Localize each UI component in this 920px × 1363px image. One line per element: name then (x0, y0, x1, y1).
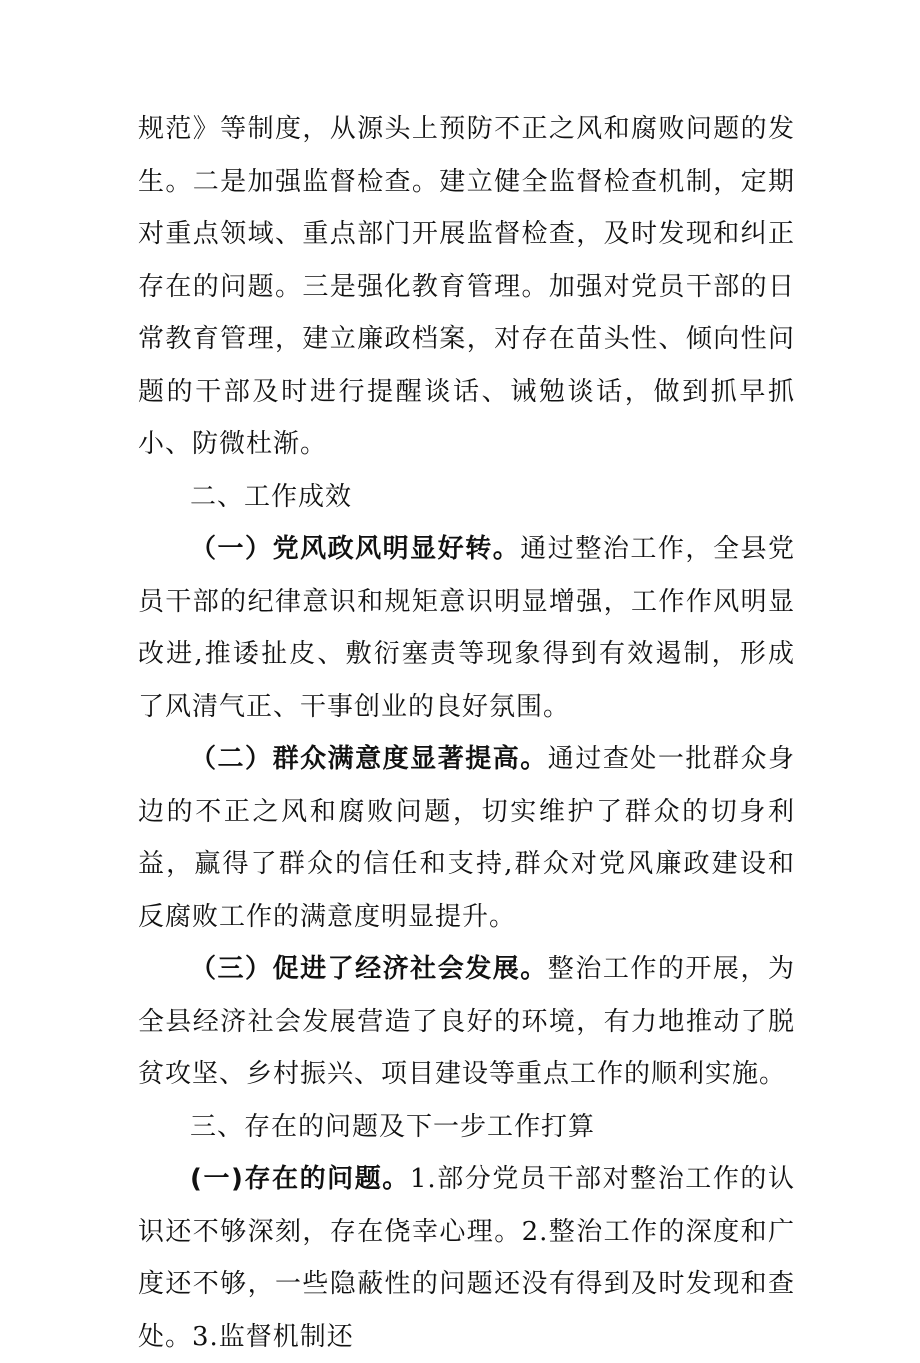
section-heading-problems: 三、存在的问题及下一步工作打算 (190, 1111, 596, 1142)
item-body: 整治工作的开展，为全县经济社会发展营造了良好的环境，有力地推动了脱贫攻坚、乡村振兴、项目建设等重点工作的顺利实施。 (138, 954, 795, 1089)
item-lead: （二）群众满意度显著提高。 (190, 744, 548, 774)
section-heading-results: 二、工作成效 (190, 481, 353, 512)
item-body: 1.部分党员干部对整治工作的认识还不够深刻，存在侥幸心理。2.整治工作的深度和广度还不够，一些隐蔽性的问题还没有得到及时发现和查处。3.监督机制还 (138, 1164, 795, 1352)
item-lead: (一)存在的问题。 (190, 1164, 410, 1194)
paragraph-problems-item-1 (138, 1153, 795, 1363)
paragraph-results-item-3 (138, 943, 795, 1101)
item-body: 通过整治工作，全县党员干部的纪律意识和规矩意识明显增强，工作作风明显改进,推诿扯皮、敷衍塞责等现象得到有效遏制，形成了风清气正、干事创业的良好氛围。 (138, 534, 795, 722)
paragraph-continuation: 规范》等制度，从源头上预防不正之风和腐败问题的发生。二是加强监督检查。建立健全监督检查机制，定期对重点领域、重点部门开展监督检查，及时发现和纠正存在的问题。三是强化教育管理。加强对党员干部的日常教育管理，建立廉政档案，对存在苗头性、倾向性问题的干部及时进行提醒谈话、诫勉谈话，做到抓早抓小、防微杜渐。 (138, 114, 795, 459)
item-lead: （三）促进了经济社会发展。 (190, 954, 548, 984)
paragraph-results-item-1 (138, 523, 795, 733)
item-lead: （一）党风政风明显好转。 (190, 534, 521, 564)
paragraph-results-item-2 (138, 733, 795, 943)
item-body: 通过查处一批群众身边的不正之风和腐败问题，切实维护了群众的切身利益，赢得了群众的信任和支持,群众对党风廉政建设和反腐败工作的满意度明显提升。 (138, 744, 795, 932)
